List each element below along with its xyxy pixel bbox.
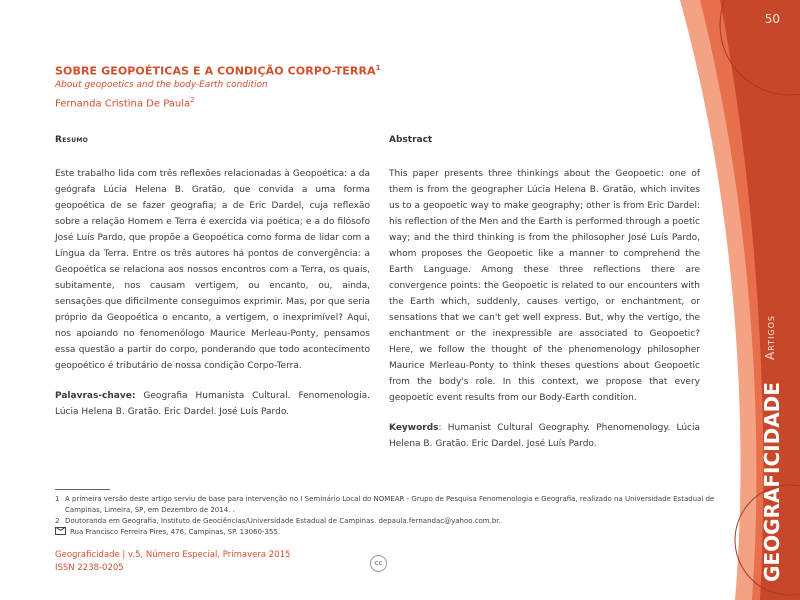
article-header [55,64,615,109]
keywords-label: Keywords [389,423,439,434]
section-label: Artigos [763,314,777,360]
journal-footer [55,549,290,575]
footnote-2: 2 Doutoranda em Geografia, Instituto de Geociências/Universidade Estadual de Campinas. depaula.fernandac@yahoo.com.br. [55,516,501,525]
abstract-text: This paper presents three thinkings about the Geopoetic: one of them is from the geographer Lúcia Helena B. Gratão, which invites us to a geopoetic way to make geography; other is from Eric Dardel: his reflection of the Men and the Earth is performed through a poetic way; and the third thinking is from the philosopher José Luís Pardo, whom proposes the Geopoetic like a manner to comprehend the Earth Language. Among these three reflections there are convergence points: the Geopoetic is related to our encounters with the Earth which, suddenly, causes vertigo, or enchantment, or sensations that we can't get well express. But, why the vertigo, the enchantment or the inexpressible are associated to Geopoetic? Here, we follow the thought of the phenomenology philosopher Maurice Merleau-Ponty to think theses questions about Geopoetic from the body's role. In this context, we propose that every geopoetic event results from our Body-Earth condition. [389,169,700,404]
footnote-1: 1 A primeira versão deste artigo serviu de base para intervenção no I Seminário Local do NOMEAR - Grupo de Pesquisa Fenomenologia e Geografia, realizado na Universidade Estadual de Campinas, Limeira, SP, em Dezembro de 2014. . [55,495,715,514]
resumo-keywords [55,388,370,420]
footnotes [55,494,725,537]
footnote-rule [55,489,110,490]
author-footnote-mark: 2 [190,95,195,104]
abstract-keywords [389,420,700,452]
article-author: Fernanda Cristina De Paula$^2$ [55,95,195,109]
resumo-text: Este trabalho lida com três reflexões relacionadas à Geopoética: a da geógrafa Lúcia Helena B. Gratão, que convida a uma forma geopoética de se fazer geografia; a de Eric Dardel, cuja reflexão sobre a relação Homem e Terra é exercida via poética; e a do filósofo José Luís Pardo, que propõe a Geopoética como forma de lidar com a Língua da Terra. Entre os três autores há pontos de convergência: a Geopoética se relaciona aos nossos encontros com a Terra, os quais, subitamente, nos causam vertigem, ou encanto, ou, ainda, sensações que dificilmente conseguimos exprimir. Mas, por que seria próprio da Geopoética o encanto, a vertigem, o inexprimível? Aqui, nos apoiando no fenomenólogo Maurice Merleau-Ponty, pensamos essa questão a partir do corpo, ponderando que todo acontecimento geopoético é tributário de nossa condição Corpo-Terra. [55,169,370,372]
creative-commons-icon: cc [370,555,387,572]
journal-issn: ISSN 2238-0205 [55,562,124,573]
keywords-list: Geografia Humanista Cultural. Fenomenologia. Lúcia Helena B. Gratão. Eric Dardel. José Luís Pardo. [55,391,370,418]
abstract-heading: Abstract [389,135,433,145]
resumo-heading: Resumo [55,135,89,145]
author-address: Rua Francisco Ferreira Pires, 476, Campinas, SP. 13060-355. [55,527,725,538]
abstract-column [389,132,700,452]
journal-citation: Geograficidade | v.5, Número Especial, Primavera 2015 [55,550,291,560]
page-number: 50 [764,12,780,26]
journal-side-title: GEOGRAFICIDADE [760,382,784,582]
article-title: SOBRE GEOPOÉTICAS E A CONDIÇÃO CORPO-TERRA$^1$ [55,64,381,78]
keywords-label: Palavras-chave: [55,391,136,402]
keywords-list: : Humanist Cultural Geography. Phenomenology. Lúcia Helena B. Gratão. Eric Dardel. José Luís Pardo. [389,423,700,450]
resumo-column [55,132,370,420]
title-footnote-mark: 1 [375,64,381,72]
article-subtitle: About geopoetics and the body-Earth condition [55,79,268,90]
envelope-icon [55,527,66,535]
